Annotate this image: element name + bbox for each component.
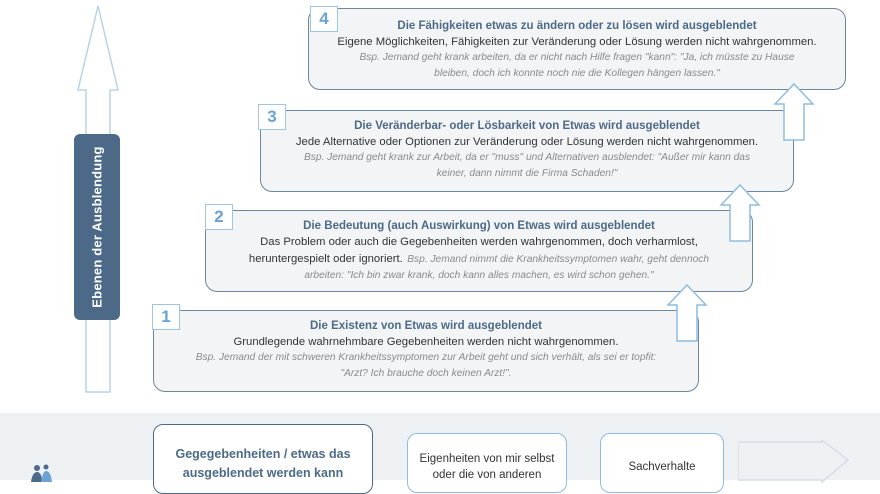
levels-label-box: [74, 134, 120, 320]
level-3-example-line-1: Bsp. Jemand geht krank zur Arbeit, da er "muss" und Alternativen ausblendet: "Außer mir kann das: [303, 152, 751, 163]
level-2-example-line-2: arbeiten: "Ich bin zwar krank, doch kann alles machen, es wird schon gehen.": [304, 270, 654, 281]
level-2-number: 2: [205, 204, 233, 230]
level-2-title: Die Bedeutung (auch Auswirkung) von Etwas wird ausgeblendet: [303, 220, 655, 232]
level-2-example-line-1: Bsp. Jemand nimmt die Krankheitssymptomen wahr, geht dennoch: [407, 254, 710, 265]
level-4-example-line-2: bleiben, doch ich konnte noch nie die Kollegen hängen lassen.": [434, 68, 720, 79]
level-1-title: Die Existenz von Etwas wird ausgeblendet: [310, 320, 542, 332]
level-4-title: Die Fähigkeiten etwas zu ändern oder zu lösen wird ausgeblendet: [397, 20, 757, 32]
level-1-description: Grundlegende wahrnehmbare Gegebenheiten werden nicht wahrgenommen.: [233, 336, 619, 348]
step-up-arrow-3: [773, 82, 815, 142]
bottom-main-line-1: Gegegebenheiten / etwas das: [175, 447, 351, 461]
bottom-item-1-line-1: Eigenheiten von mir selbst: [419, 453, 555, 465]
step-up-arrow-2: [719, 183, 761, 243]
bottom-item-1-line-2: oder die von anderen: [432, 469, 542, 481]
bottom-item-2-line-1: Sachverhalte: [628, 461, 696, 473]
level-2-description-line-1: Das Problem oder auch die Gegebenheiten werden wahrgenommen, doch verharmlost,: [260, 236, 698, 248]
bottom-item-facts: [600, 433, 724, 493]
level-3-box: [260, 110, 794, 192]
level-4-box: [308, 8, 846, 90]
levels-label: Ebenen der Ausblendung: [89, 146, 105, 308]
level-2-box: [205, 210, 753, 292]
level-4-number: 4: [310, 6, 338, 32]
level-4-description: Eigene Möglichkeiten, Fähigkeiten zur Veränderung oder Lösung werden nicht wahrgenommen.: [337, 36, 817, 48]
right-arrow: [738, 440, 850, 484]
level-3-number: 3: [258, 104, 286, 130]
level-1-box: [153, 310, 699, 392]
level-3-title: Die Veränderbar- oder Lösbarkeit von Etwas wird ausgeblendet: [354, 120, 700, 132]
level-1-example-line-2: "Arzt? Ich brauche doch keinen Arzt!".: [340, 368, 512, 379]
bottom-main-line-2: ausgeblendet werden kann: [182, 466, 344, 480]
level-3-description: Jede Alternative oder Optionen zur Veränderung oder Lösung werden nicht wahrgenommen.: [295, 136, 759, 148]
bottom-item-self-others: [407, 433, 567, 493]
logo-icon: [26, 462, 56, 482]
bottom-main-box: [153, 424, 373, 494]
level-3-example-line-2: keiner, dann nimmt die Firma Schaden!": [436, 168, 618, 179]
level-4-example-line-1: Bsp. Jemand geht krank arbeiten, da er nicht nach Hilfe fragen "kann": "Ja, ich müsste zu Hause: [359, 52, 795, 63]
step-up-arrow-1: [666, 283, 708, 343]
level-1-example-line-1: Bsp. Jemand der mit schweren Krankheitssymptomen zur Arbeit geht und sich verhält, als sei er topfit:: [195, 352, 657, 363]
level-2-description-line-2: heruntergespielt oder ignoriert.: [248, 253, 403, 265]
level-1-number: 1: [152, 304, 180, 330]
